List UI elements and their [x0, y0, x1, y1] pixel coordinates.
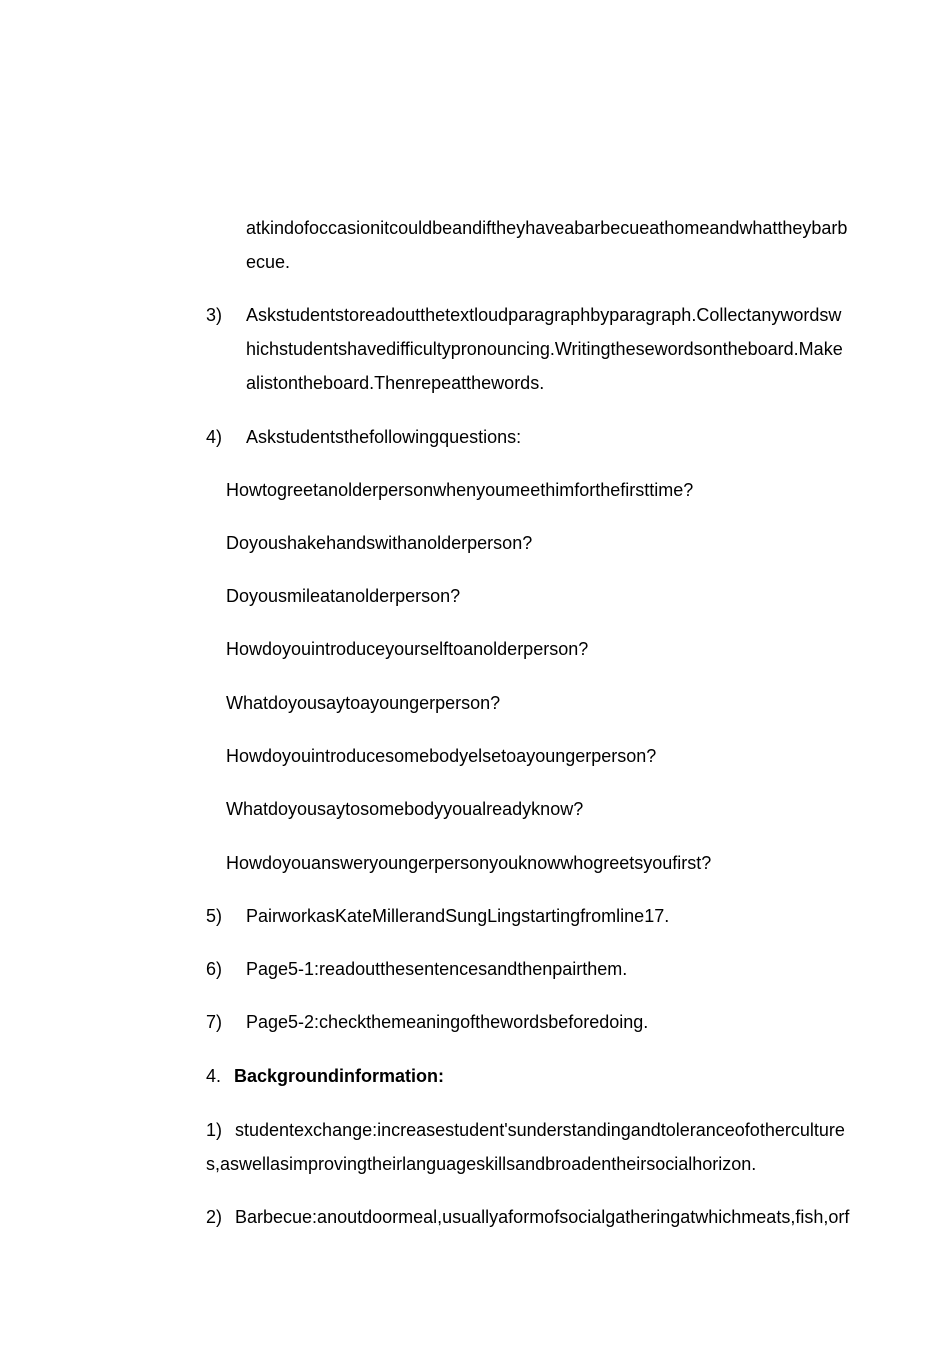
step-5-number: 5): [206, 906, 223, 926]
step-3-line-2: hichstudentshavedifficultypronouncing.Writingthesewordsontheboard.Make: [246, 339, 843, 359]
question-3: Doyousmileatanolderperson?: [226, 586, 461, 606]
continuation-line-2: ecue.: [246, 252, 291, 272]
step-6-number: 6): [206, 959, 223, 979]
step-4-number: 4): [206, 427, 223, 447]
step-3-line-3: alistontheboard.Thenrepeatthewords.: [246, 373, 545, 393]
question-4: Howdoyouintroduceyourselftoanolderperson?: [226, 639, 589, 659]
section-title: Backgroundinformation:: [234, 1066, 444, 1086]
question-5: Whatdoyousaytoayoungerperson?: [226, 693, 501, 713]
step-4-line-1: Askstudentsthefollowingquestions:: [246, 427, 522, 447]
background-item-2-number: 2): [206, 1207, 223, 1227]
step-5-line-1: PairworkasKateMillerandSungLingstartingfromline17.: [246, 906, 670, 926]
question-8: Howdoyouansweryoungerpersonyouknowwhogreetsyoufirst?: [226, 853, 712, 873]
question-6: Howdoyouintroducesomebodyelsetoayoungerperson?: [226, 746, 657, 766]
step-3-number: 3): [206, 305, 223, 325]
section-number: 4.: [206, 1066, 222, 1086]
background-item-2-line-1: Barbecue:anoutdoormeal,usuallyaformofsocialgatheringatwhichmeats,fish,orf: [235, 1207, 850, 1227]
continuation-line-1: atkindofoccasionitcouldbeandiftheyhaveabarbecueathomeandwhattheybarb: [246, 218, 848, 238]
background-item-1-line-1: studentexchange:increasestudent'sunderstandingandtoleranceofotherculture: [235, 1120, 845, 1140]
question-2: Doyoushakehandswithanolderperson?: [226, 533, 533, 553]
step-6-line-1: Page5-1:readoutthesentencesandthenpairthem.: [246, 959, 628, 979]
step-7-number: 7): [206, 1012, 223, 1032]
question-7: Whatdoyousaytosomebodyyoualreadyknow?: [226, 799, 584, 819]
step-3-line-1: Askstudentstoreadoutthetextloudparagraphbyparagraph.Collectanywordsw: [246, 305, 842, 325]
background-item-1-line-2: s,aswellasimprovingtheirlanguageskillsandbroadentheirsocialhorizon.: [206, 1154, 757, 1174]
question-1: Howtogreetanolderpersonwhenyoumeethimforthefirsttime?: [226, 480, 694, 500]
background-item-1-number: 1): [206, 1120, 223, 1140]
step-7-line-1: Page5-2:checkthemeaningofthewordsbeforedoing.: [246, 1012, 649, 1032]
